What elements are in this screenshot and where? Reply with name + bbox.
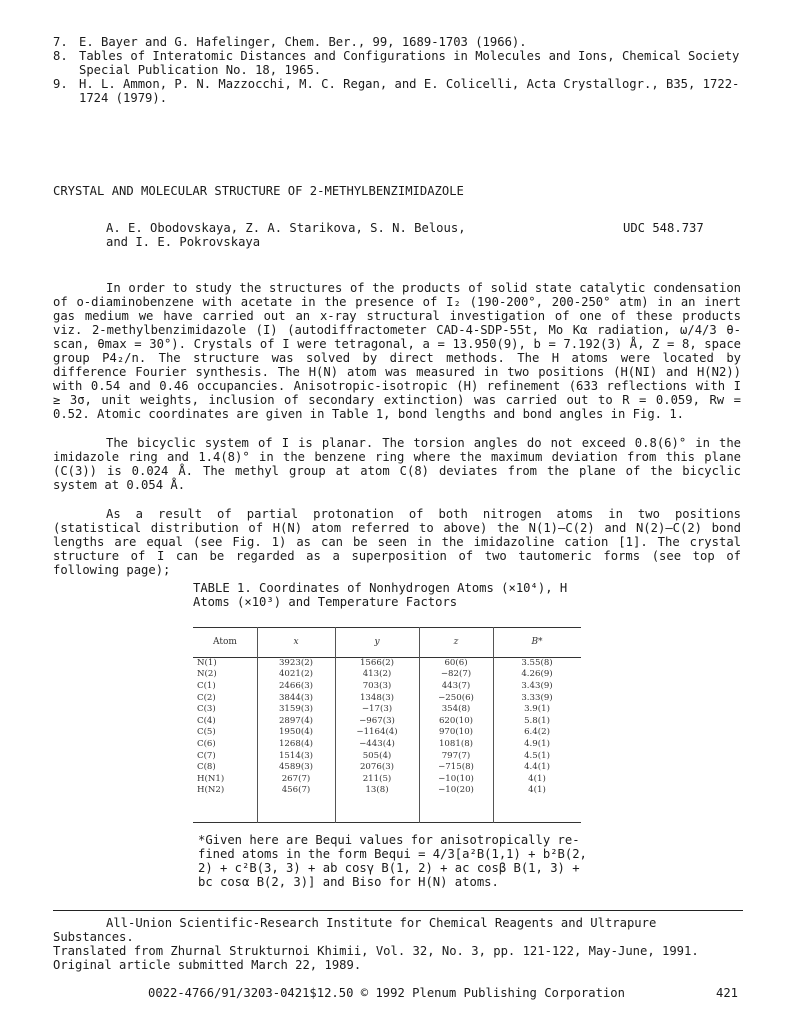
footnote-line: fined atoms in the form Bequi = 4/3[a²B(1,1) + b²B(2, xyxy=(198,847,587,861)
paragraph-text: In order to study the structures of the products of solid state catalytic condensation of o-diaminobenzene with acetate in the presence of I₂ (190-200°, 200-250° atm) in an inert gas medium we have carried out an x-ray structural investigation of one of these products viz. 2-methylbenzimidazole (I) (autodiffractometer CAD-4-SDP-55t, Mo Kα radiation, ω/4/3 θ-scan, θmax = 30°). Crystals of I were tetragonal, a = 13.950(9), b = 7.192(3) Å, Z = 8, space group P4₂/n. The structure was solved by direct methods. The H atoms were located by difference Fourier synthesis. The H(N) atom was measured in two positions (H(NI) and H(N2)) with 0.54 and 0.46 occupancies. Anisotropic-isotropic (H) refinement (633 reflections with I ≥ 3σ, unit weights, inclusion of secondary extinction) was carried out to R = 0.059, Rw = 0.52. Atomic coordinates are given in Table 1, bond lengths and bond angles in Fig. 1. xyxy=(53,281,741,421)
table-row xyxy=(193,680,581,692)
udc-code: UDC 548.737 xyxy=(623,221,704,235)
cell-x: 3159(3) xyxy=(278,704,314,715)
table-caption xyxy=(193,581,613,609)
cell-y: −967(3) xyxy=(359,715,395,726)
table-row xyxy=(193,703,581,715)
table-caption-line: Atoms (×10³) and Temperature Factors xyxy=(193,595,458,609)
cell-b: 4.26(9) xyxy=(521,669,553,680)
column-header-atom: Atom xyxy=(213,637,237,647)
table-row xyxy=(193,738,581,750)
paragraph-text: The bicyclic system of I is planar. The torsion angles do not exceed 0.8(6)° in the imidazole ring and 1.4(8)° in the benzene ring where the maximum deviation from this plane (C(3)) is 0.024 Å. The methyl group at atom C(8) deviates from the plane of the bicyclic system at 0.054 Å. xyxy=(53,436,741,492)
column-header-b: B* xyxy=(531,637,543,647)
cell-x: 1268(4) xyxy=(278,738,314,749)
cell-y: −443(4) xyxy=(359,738,395,749)
cell-x: 2897(4) xyxy=(278,715,314,726)
table-footnote xyxy=(198,833,598,889)
cell-y: −1164(4) xyxy=(356,727,398,738)
body-paragraph xyxy=(53,281,741,421)
cell-b: 5.8(1) xyxy=(524,715,550,726)
reference-text: E. Bayer and G. Hafelinger, Chem. Ber., 99, 1689-1703 (1966). xyxy=(79,35,527,49)
cell-b: 4(1) xyxy=(528,785,546,796)
cell-z: −10(10) xyxy=(438,773,474,784)
cell-x: 3923(2) xyxy=(278,657,314,668)
table-header-row xyxy=(193,627,581,657)
footer-divider xyxy=(53,910,743,911)
table-row xyxy=(193,773,581,785)
cell-atom: C(3) xyxy=(197,704,216,715)
table-row xyxy=(193,761,581,773)
affiliation-text: All-Union Scientific-Research Institute for Chemical Reagents and Ultrapure Substances. xyxy=(53,916,657,944)
authors-line: A. E. Obodovskaya, Z. A. Starikova, S. N. Belous, xyxy=(106,221,466,235)
author-list xyxy=(106,221,666,249)
cell-y: 211(5) xyxy=(362,773,392,784)
reference-number: 7. xyxy=(53,35,68,49)
reference-item xyxy=(53,35,743,49)
cell-x: 3844(3) xyxy=(278,692,314,703)
cell-x: 2466(3) xyxy=(278,680,314,691)
cell-z: 60(6) xyxy=(444,657,468,668)
cell-z: 1081(8) xyxy=(438,738,474,749)
body-paragraph xyxy=(53,507,741,577)
reference-item xyxy=(53,49,747,77)
cell-b: 6.4(2) xyxy=(524,727,550,738)
cell-z: −82(7) xyxy=(440,669,472,680)
cell-x: 1950(4) xyxy=(278,727,314,738)
table-bottom-rule xyxy=(193,822,581,823)
reference-text: H. L. Ammon, P. N. Mazzocchi, M. C. Regan, and E. Colicelli, Acta Crystallogr., B35, 1722-1724 (1979). xyxy=(79,77,740,105)
cell-atom: C(1) xyxy=(197,680,216,691)
cell-b: 3.43(9) xyxy=(521,680,553,691)
footnote-line: 2) + c²B(3, 3) + ab cosγ B(1, 2) + ac cosβ B(1, 3) + xyxy=(198,861,580,875)
table-row xyxy=(193,727,581,739)
cell-atom: C(7) xyxy=(197,750,216,761)
cell-b: 4.5(1) xyxy=(524,750,550,761)
authors-line: and I. E. Pokrovskaya xyxy=(106,235,261,249)
cell-atom: H(N2) xyxy=(197,785,225,796)
cell-atom: C(8) xyxy=(197,762,216,773)
cell-x: 4589(3) xyxy=(278,762,314,773)
footnote-line: *Given here are Bequi values for anisotropically re- xyxy=(198,833,580,847)
cell-atom: C(2) xyxy=(197,692,216,703)
cell-y: 505(4) xyxy=(362,750,392,761)
cell-x: 1514(3) xyxy=(278,750,314,761)
cell-b: 4.9(1) xyxy=(524,738,550,749)
cell-z: 970(10) xyxy=(438,727,474,738)
cell-y: 2076(3) xyxy=(359,762,395,773)
cell-y: 703(3) xyxy=(362,680,392,691)
cell-atom: C(4) xyxy=(197,715,216,726)
cell-b: 4.4(1) xyxy=(524,762,550,773)
table-row xyxy=(193,785,581,797)
cell-b: 3.33(9) xyxy=(521,692,553,703)
cell-b: 3.9(1) xyxy=(524,704,550,715)
reference-item xyxy=(53,77,743,105)
cell-b: 4(1) xyxy=(528,773,546,784)
cell-z: 620(10) xyxy=(438,715,474,726)
footnote-line: bc cosα B(2, 3)] and Biso for H(N) atoms. xyxy=(198,875,499,889)
article-title: CRYSTAL AND MOLECULAR STRUCTURE OF 2-METHYLBENZIMIDAZOLE xyxy=(53,184,464,198)
reference-number: 8. xyxy=(53,49,68,63)
table-row xyxy=(193,657,581,669)
cell-y: 413(2) xyxy=(362,669,392,680)
footer-notes xyxy=(53,916,743,972)
cell-z: −250(6) xyxy=(438,692,474,703)
page-number: 421 xyxy=(716,986,739,1000)
cell-z: 443(7) xyxy=(441,680,471,691)
cell-y: −17(3) xyxy=(361,704,393,715)
cell-y: 13(8) xyxy=(365,785,389,796)
cell-atom: C(6) xyxy=(197,738,216,749)
cell-atom: N(1) xyxy=(197,657,217,668)
table-caption-line: TABLE 1. Coordinates of Nonhydrogen Atoms (×10⁴), H xyxy=(193,581,568,595)
table-row xyxy=(193,750,581,762)
column-header-x: x xyxy=(293,637,299,647)
reference-text: Tables of Interatomic Distances and Configurations in Molecules and Ions, Chemical Society Special Publication No. 18, 1965. xyxy=(79,49,747,77)
cell-z: −10(20) xyxy=(438,785,474,796)
cell-x: 456(7) xyxy=(281,785,311,796)
table-row xyxy=(193,715,581,727)
column-header-z: z xyxy=(453,637,459,647)
submission-note: Original article submitted March 22, 1989. xyxy=(53,958,362,972)
cell-y: 1348(3) xyxy=(359,692,395,703)
cell-y: 1566(2) xyxy=(359,657,395,668)
cell-atom: C(5) xyxy=(197,727,216,738)
cell-z: 797(7) xyxy=(441,750,471,761)
body-paragraph xyxy=(53,436,741,492)
cell-x: 4021(2) xyxy=(278,669,314,680)
reference-list xyxy=(53,35,747,105)
table-row xyxy=(193,692,581,704)
translation-note: Translated from Zhurnal Strukturnoi Khimii, Vol. 32, No. 3, pp. 121-122, May-June, 1991. xyxy=(53,944,699,958)
coordinates-table xyxy=(193,627,581,796)
paragraph-text: As a result of partial protonation of both nitrogen atoms in two positions (statistical distribution of H(N) atom referred to above) the N(1)—C(2) and N(2)—C(2) bond lengths are equal (see Fig. 1) as can be seen in the imidazoline cation [1]. The crystal structure of I can be regarded as a superposition of two tautomeric forms (see top of following page); xyxy=(53,507,741,577)
column-header-y: y xyxy=(374,637,380,647)
cell-x: 267(7) xyxy=(281,773,311,784)
reference-number: 9. xyxy=(53,77,68,91)
copyright-line: 0022-4766/91/3203-0421$12.50 © 1992 Plenum Publishing Corporation xyxy=(148,986,625,1000)
cell-b: 3.55(8) xyxy=(521,657,553,668)
table-row xyxy=(193,669,581,681)
cell-atom: N(2) xyxy=(197,669,217,680)
cell-atom: H(N1) xyxy=(197,773,225,784)
cell-z: 354(8) xyxy=(441,704,471,715)
cell-z: −715(8) xyxy=(438,762,474,773)
